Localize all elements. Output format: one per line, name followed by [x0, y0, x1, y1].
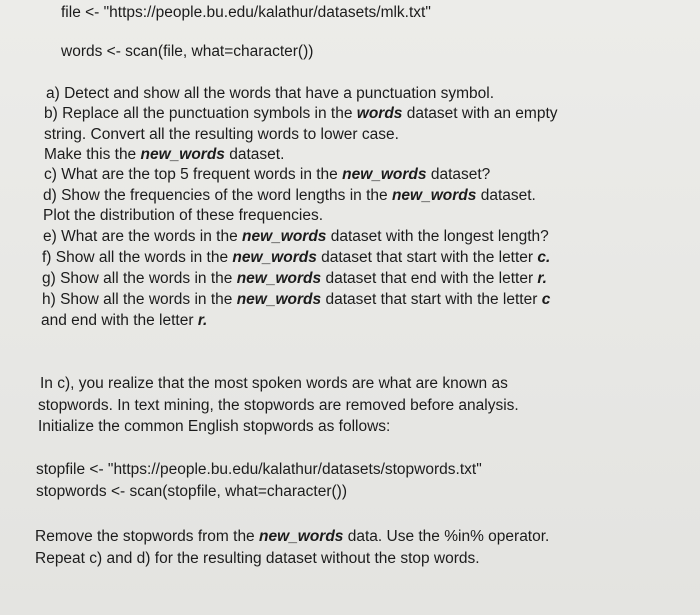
question-d-line2: Plot the distribution of these frequencies.	[43, 207, 324, 224]
stopwords-code-line2: stopwords <- scan(stopfile, what=character())	[36, 483, 347, 500]
question-b: b) Replace all the punctuation symbols in the words dataset with an empty	[44, 105, 558, 122]
code-words-line: words <- scan(file, what=character())	[61, 43, 314, 60]
stopwords-intro-line3: Initialize the common English stopwords as follows:	[38, 418, 391, 435]
code-file-line: file <- "https://people.bu.edu/kalathur/datasets/mlk.txt"	[61, 4, 431, 21]
question-e: e) What are the words in the new_words dataset with the longest length?	[43, 228, 549, 245]
question-b-line2: string. Convert all the resulting words to lower case.	[44, 126, 399, 143]
stopwords-intro-line1: In c), you realize that the most spoken words are what are known as	[40, 375, 508, 392]
final-instruction-line2: Repeat c) and d) for the resulting dataset without the stop words.	[35, 550, 480, 567]
final-instruction-line1: Remove the stopwords from the new_words data. Use the %in% operator.	[35, 528, 550, 545]
question-a: a) Detect and show all the words that have a punctuation symbol.	[46, 85, 495, 102]
question-h: h) Show all the words in the new_words dataset that start with the letter c	[42, 291, 551, 308]
question-b-line3: Make this the new_words dataset.	[44, 146, 285, 163]
stopwords-code-line1: stopfile <- "https://people.bu.edu/kalathur/datasets/stopwords.txt"	[36, 461, 482, 478]
question-f: f) Show all the words in the new_words dataset that start with the letter c.	[42, 249, 551, 266]
stopwords-intro-line2: stopwords. In text mining, the stopwords are removed before analysis.	[38, 397, 519, 414]
page-bottom-margin	[0, 590, 700, 615]
question-d: d) Show the frequencies of the word lengths in the new_words dataset.	[43, 187, 536, 204]
question-c: c) What are the top 5 frequent words in the new_words dataset?	[44, 166, 491, 183]
question-g: g) Show all the words in the new_words dataset that end with the letter r.	[42, 270, 547, 287]
question-h-line2: and end with the letter r.	[41, 312, 208, 329]
